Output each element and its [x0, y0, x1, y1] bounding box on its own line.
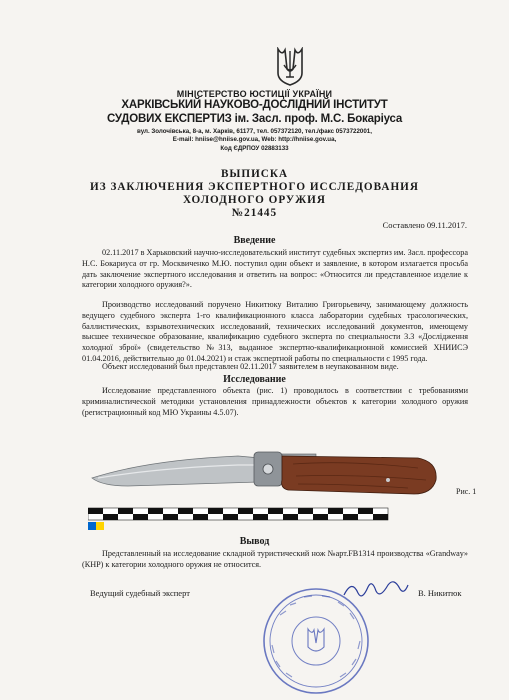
institute-address: вул. Золочівська, 8-а, м. Харків, 61177, тел. 057372120, тел./факс 0573722001, [137, 128, 372, 135]
doc-subtitle: ИЗ ЗАКЛЮЧЕНИЯ ЭКСПЕРТНОГО ИССЛЕДОВАНИЯ [90, 181, 419, 193]
conclusion-paragraph: Представленный на исследование складной туристический нож №арт.FB1314 производства «Grandway» (КНР) к категории холодного оружия не относится. [82, 549, 468, 569]
intro-heading: Введение [233, 235, 276, 246]
institute-line-1: ХАРКІВСЬКИЙ НАУКОВО-ДОСЛІДНИЙ ІНСТИТУТ [121, 99, 388, 111]
research-paragraph: Исследование представленного объекта (рис. 1) проводилось в соответствии с требованиями криминалистической методики установления принадлежности объектов к категории холодного оружия (регистрационный код МЮ Украины 4.5.07). [82, 386, 468, 417]
doc-number: №21445 [231, 207, 278, 219]
figure-caption: Рис. 1 [456, 487, 477, 496]
doc-date: Составлено 09.11.2017. [382, 220, 467, 230]
signer-name: В. Никитюк [418, 588, 462, 598]
doc-title: ВЫПИСКА [220, 168, 289, 180]
signer-role: Ведущий судебный эксперт [90, 588, 190, 598]
trident-emblem-icon [275, 47, 305, 87]
ministry-name: МІНІСТЕРСТВО ЮСТИЦІЇ УКРАЇНИ [176, 89, 333, 99]
institute-line-2: СУДОВИХ ЕКСПЕРТИЗ ім. Засл. проф. М.С. Бокаріуса [106, 113, 403, 125]
conclusion-heading: Вывод [239, 536, 270, 547]
doc-subtitle-2: ХОЛОДНОГО ОРУЖИЯ [183, 194, 326, 206]
institute-edrpou: Код ЄДРПОУ 02883133 [220, 145, 289, 152]
intro-paragraph-3: Объект исследований был представлен 02.11.2017 заявителем в неупакованном виде. [102, 362, 399, 371]
knife-photo [88, 420, 448, 544]
intro-paragraph-1: 02.11.2017 в Харьковский научно-исследовательский институт судебных экспертиз им. Засл. профессора Н.С. Бокариуса от гр. Москвиченко М.Ю. поступил один объект и заявление, в котором излагается просьба дать заключение экспертного исследования и ответить на вопрос: «Относится ли представленное изделие к категории холодного оружия?». [82, 248, 468, 290]
handwritten-signature [340, 575, 410, 603]
research-heading: Исследование [223, 374, 286, 385]
institute-contacts: E-mail: hniise@hniise.gov.ua, Web: http://hniise.gov.ua, [172, 136, 337, 143]
intro-paragraph-2: Производство исследований поручено Никитюку Виталию Григорьевичу, занимающему должность ведущего судебного эксперта 1-го квалификационного класса лаборатории судебных трасологических, баллистических, взрывотехнических исследований, технических исследований документов, имеющему высшее техническое образование, квалификацию судебного эксперта по специальности 3.3 «Дослідження холодної зброї» (свидетельство №313, выданное экспертно-квалификационной комиссией ХНИИСЭ 01.04.2016, действительно до 01.04.2021) и стаж экспертной работы по специальности с 1995 года. [82, 300, 468, 363]
